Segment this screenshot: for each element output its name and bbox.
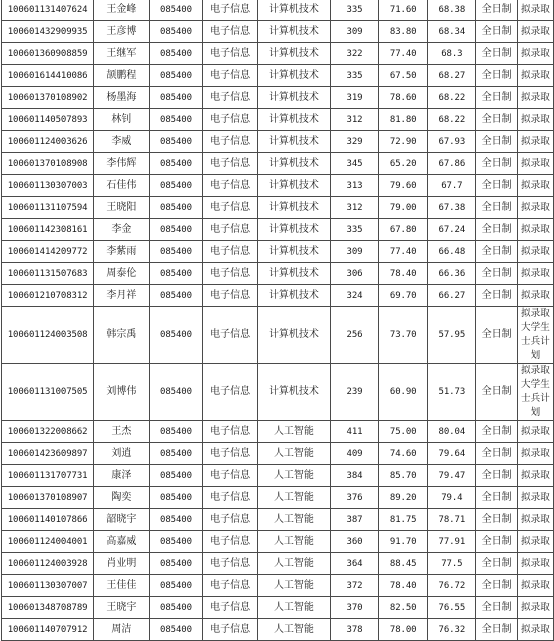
major-category-cell: 电子信息 (203, 263, 257, 285)
name-cell: 王佳佳 (94, 575, 149, 597)
exam-id-cell: 100601140507893 (2, 109, 94, 131)
remark-cell: 拟录取 (517, 531, 553, 553)
study-mode-cell: 全日制 (476, 575, 518, 597)
direction-cell: 人工智能 (257, 597, 330, 619)
initial-score-cell: 324 (331, 285, 379, 307)
direction-cell: 计算机技术 (257, 153, 330, 175)
major-category-cell: 电子信息 (203, 43, 257, 65)
remark-cell: 拟录取大学生士兵计划 (517, 307, 553, 364)
direction-cell: 计算机技术 (257, 65, 330, 87)
total-score-cell: 67.86 (428, 153, 476, 175)
exam-id-cell: 100601130307007 (2, 575, 94, 597)
name-cell: 李金 (94, 219, 149, 241)
major-code-cell: 085400 (149, 619, 203, 641)
study-mode-cell: 全日制 (476, 364, 518, 421)
table-row (2, 21, 554, 43)
study-mode-cell: 全日制 (476, 307, 518, 364)
major-category-cell: 电子信息 (203, 87, 257, 109)
initial-score-cell: 313 (331, 175, 379, 197)
retest-score-cell: 78.60 (379, 87, 428, 109)
initial-score-cell: 312 (331, 109, 379, 131)
major-code-cell: 085400 (149, 307, 203, 364)
retest-score-cell: 89.20 (379, 487, 428, 509)
direction-cell: 计算机技术 (257, 219, 330, 241)
direction-cell: 计算机技术 (257, 285, 330, 307)
major-category-cell: 电子信息 (203, 285, 257, 307)
name-cell: 颉鹏程 (94, 65, 149, 87)
study-mode-cell: 全日制 (476, 131, 518, 153)
study-mode-cell: 全日制 (476, 153, 518, 175)
exam-id-cell: 100601614410086 (2, 65, 94, 87)
name-cell: 石佳伟 (94, 175, 149, 197)
initial-score-cell: 376 (331, 487, 379, 509)
initial-score-cell: 309 (331, 21, 379, 43)
major-code-cell: 085400 (149, 531, 203, 553)
retest-score-cell: 60.90 (379, 364, 428, 421)
major-category-cell: 电子信息 (203, 21, 257, 43)
table-row (2, 65, 554, 87)
name-cell: 杨墨海 (94, 87, 149, 109)
exam-id-cell: 100601322008662 (2, 421, 94, 443)
direction-cell: 计算机技术 (257, 43, 330, 65)
retest-score-cell: 77.40 (379, 241, 428, 263)
direction-cell: 计算机技术 (257, 364, 330, 421)
study-mode-cell: 全日制 (476, 87, 518, 109)
initial-score-cell: 364 (331, 553, 379, 575)
initial-score-cell: 335 (331, 65, 379, 87)
name-cell: 刘逍 (94, 443, 149, 465)
initial-score-cell: 329 (331, 131, 379, 153)
retest-score-cell: 67.80 (379, 219, 428, 241)
retest-score-cell: 78.00 (379, 619, 428, 641)
retest-score-cell: 77.40 (379, 43, 428, 65)
table-row (2, 241, 554, 263)
name-cell: 周洁 (94, 619, 149, 641)
exam-id-cell: 100601348708789 (2, 597, 94, 619)
major-code-cell: 085400 (149, 285, 203, 307)
name-cell: 康泽 (94, 465, 149, 487)
remark-cell: 拟录取 (517, 219, 553, 241)
exam-id-cell: 100601432909935 (2, 21, 94, 43)
table-row (2, 197, 554, 219)
major-code-cell: 085400 (149, 87, 203, 109)
study-mode-cell: 全日制 (476, 197, 518, 219)
major-code-cell: 085400 (149, 509, 203, 531)
study-mode-cell: 全日制 (476, 241, 518, 263)
initial-score-cell: 239 (331, 364, 379, 421)
remark-cell: 拟录取 (517, 443, 553, 465)
table-row (2, 109, 554, 131)
remark-cell: 拟录取 (517, 421, 553, 443)
total-score-cell: 66.27 (428, 285, 476, 307)
initial-score-cell: 372 (331, 575, 379, 597)
retest-score-cell: 73.70 (379, 307, 428, 364)
major-category-cell: 电子信息 (203, 597, 257, 619)
total-score-cell: 68.38 (428, 0, 476, 21)
remark-cell: 拟录取 (517, 487, 553, 509)
remark-cell: 拟录取 (517, 21, 553, 43)
table-row (2, 219, 554, 241)
initial-score-cell: 378 (331, 619, 379, 641)
name-cell: 王晓阳 (94, 197, 149, 219)
remark-cell: 拟录取 (517, 465, 553, 487)
study-mode-cell: 全日制 (476, 597, 518, 619)
remark-cell: 拟录取 (517, 285, 553, 307)
study-mode-cell: 全日制 (476, 285, 518, 307)
initial-score-cell: 370 (331, 597, 379, 619)
exam-id-cell: 100601142308161 (2, 219, 94, 241)
exam-id-cell: 100601360908859 (2, 43, 94, 65)
major-code-cell: 085400 (149, 219, 203, 241)
direction-cell: 人工智能 (257, 465, 330, 487)
study-mode-cell: 全日制 (476, 65, 518, 87)
direction-cell: 人工智能 (257, 509, 330, 531)
retest-score-cell: 85.70 (379, 465, 428, 487)
total-score-cell: 67.7 (428, 175, 476, 197)
major-code-cell: 085400 (149, 153, 203, 175)
direction-cell: 计算机技术 (257, 131, 330, 153)
table-row (2, 421, 554, 443)
exam-id-cell: 100601370108908 (2, 153, 94, 175)
remark-cell: 拟录取大学生士兵计划 (517, 364, 553, 421)
major-category-cell: 电子信息 (203, 531, 257, 553)
major-category-cell: 电子信息 (203, 219, 257, 241)
remark-cell: 拟录取 (517, 87, 553, 109)
retest-score-cell: 69.70 (379, 285, 428, 307)
major-category-cell: 电子信息 (203, 0, 257, 21)
major-code-cell: 085400 (149, 465, 203, 487)
total-score-cell: 66.48 (428, 241, 476, 263)
initial-score-cell: 387 (331, 509, 379, 531)
major-category-cell: 电子信息 (203, 575, 257, 597)
retest-score-cell: 91.70 (379, 531, 428, 553)
study-mode-cell: 全日制 (476, 21, 518, 43)
direction-cell: 计算机技术 (257, 0, 330, 21)
initial-score-cell: 335 (331, 219, 379, 241)
retest-score-cell: 88.45 (379, 553, 428, 575)
table-row (2, 285, 554, 307)
retest-score-cell: 72.90 (379, 131, 428, 153)
admission-table (1, 0, 554, 641)
total-score-cell: 57.95 (428, 307, 476, 364)
exam-id-cell: 100601210708312 (2, 285, 94, 307)
remark-cell: 拟录取 (517, 43, 553, 65)
major-code-cell: 085400 (149, 487, 203, 509)
initial-score-cell: 335 (331, 0, 379, 21)
total-score-cell: 76.32 (428, 619, 476, 641)
name-cell: 肖业明 (94, 553, 149, 575)
remark-cell: 拟录取 (517, 263, 553, 285)
major-code-cell: 085400 (149, 263, 203, 285)
major-category-cell: 电子信息 (203, 509, 257, 531)
exam-id-cell: 100601370108907 (2, 487, 94, 509)
direction-cell: 计算机技术 (257, 87, 330, 109)
initial-score-cell: 411 (331, 421, 379, 443)
major-code-cell: 085400 (149, 65, 203, 87)
initial-score-cell: 409 (331, 443, 379, 465)
name-cell: 陶奕 (94, 487, 149, 509)
study-mode-cell: 全日制 (476, 0, 518, 21)
direction-cell: 人工智能 (257, 619, 330, 641)
total-score-cell: 80.04 (428, 421, 476, 443)
direction-cell: 人工智能 (257, 421, 330, 443)
total-score-cell: 76.55 (428, 597, 476, 619)
table-row (2, 465, 554, 487)
total-score-cell: 77.5 (428, 553, 476, 575)
major-category-cell: 电子信息 (203, 241, 257, 263)
initial-score-cell: 384 (331, 465, 379, 487)
initial-score-cell: 256 (331, 307, 379, 364)
name-cell: 刘博伟 (94, 364, 149, 421)
total-score-cell: 76.72 (428, 575, 476, 597)
study-mode-cell: 全日制 (476, 443, 518, 465)
study-mode-cell: 全日制 (476, 421, 518, 443)
major-code-cell: 085400 (149, 175, 203, 197)
name-cell: 韩宗禹 (94, 307, 149, 364)
table-row (2, 553, 554, 575)
study-mode-cell: 全日制 (476, 509, 518, 531)
direction-cell: 计算机技术 (257, 109, 330, 131)
name-cell: 李月祥 (94, 285, 149, 307)
direction-cell: 人工智能 (257, 443, 330, 465)
retest-score-cell: 79.60 (379, 175, 428, 197)
direction-cell: 人工智能 (257, 487, 330, 509)
exam-id-cell: 100601124003508 (2, 307, 94, 364)
total-score-cell: 67.24 (428, 219, 476, 241)
major-code-cell: 085400 (149, 364, 203, 421)
study-mode-cell: 全日制 (476, 219, 518, 241)
major-category-cell: 电子信息 (203, 465, 257, 487)
total-score-cell: 79.47 (428, 465, 476, 487)
major-code-cell: 085400 (149, 197, 203, 219)
direction-cell: 计算机技术 (257, 197, 330, 219)
name-cell: 李威 (94, 131, 149, 153)
remark-cell: 拟录取 (517, 241, 553, 263)
total-score-cell: 68.34 (428, 21, 476, 43)
direction-cell: 人工智能 (257, 575, 330, 597)
initial-score-cell: 306 (331, 263, 379, 285)
name-cell: 林钊 (94, 109, 149, 131)
initial-score-cell: 319 (331, 87, 379, 109)
exam-id-cell: 100601124004001 (2, 531, 94, 553)
table-row (2, 0, 554, 21)
study-mode-cell: 全日制 (476, 109, 518, 131)
exam-id-cell: 100601370108902 (2, 87, 94, 109)
major-code-cell: 085400 (149, 597, 203, 619)
total-score-cell: 68.22 (428, 87, 476, 109)
name-cell: 李紫雨 (94, 241, 149, 263)
direction-cell: 计算机技术 (257, 21, 330, 43)
table-row (2, 175, 554, 197)
retest-score-cell: 82.50 (379, 597, 428, 619)
remark-cell: 拟录取 (517, 175, 553, 197)
total-score-cell: 78.71 (428, 509, 476, 531)
study-mode-cell: 全日制 (476, 619, 518, 641)
retest-score-cell: 78.40 (379, 575, 428, 597)
exam-id-cell: 100601124003928 (2, 553, 94, 575)
retest-score-cell: 81.80 (379, 109, 428, 131)
table-row (2, 43, 554, 65)
table-row (2, 443, 554, 465)
table-row (2, 364, 554, 421)
total-score-cell: 68.27 (428, 65, 476, 87)
direction-cell: 人工智能 (257, 553, 330, 575)
major-category-cell: 电子信息 (203, 131, 257, 153)
remark-cell: 拟录取 (517, 65, 553, 87)
initial-score-cell: 309 (331, 241, 379, 263)
major-category-cell: 电子信息 (203, 364, 257, 421)
direction-cell: 计算机技术 (257, 307, 330, 364)
major-code-cell: 085400 (149, 443, 203, 465)
total-score-cell: 66.36 (428, 263, 476, 285)
retest-score-cell: 67.50 (379, 65, 428, 87)
retest-score-cell: 74.60 (379, 443, 428, 465)
remark-cell: 拟录取 (517, 509, 553, 531)
major-code-cell: 085400 (149, 241, 203, 263)
exam-id-cell: 100601131407624 (2, 0, 94, 21)
table-row (2, 619, 554, 641)
major-code-cell: 085400 (149, 553, 203, 575)
retest-score-cell: 79.00 (379, 197, 428, 219)
remark-cell: 拟录取 (517, 619, 553, 641)
table-row (2, 263, 554, 285)
table-row (2, 131, 554, 153)
retest-score-cell: 71.60 (379, 0, 428, 21)
total-score-cell: 79.64 (428, 443, 476, 465)
remark-cell: 拟录取 (517, 0, 553, 21)
remark-cell: 拟录取 (517, 131, 553, 153)
retest-score-cell: 81.75 (379, 509, 428, 531)
remark-cell: 拟录取 (517, 597, 553, 619)
major-code-cell: 085400 (149, 421, 203, 443)
major-code-cell: 085400 (149, 109, 203, 131)
name-cell: 韶晓宇 (94, 509, 149, 531)
table-row (2, 87, 554, 109)
direction-cell: 计算机技术 (257, 175, 330, 197)
exam-id-cell: 100601423609897 (2, 443, 94, 465)
name-cell: 王杰 (94, 421, 149, 443)
remark-cell: 拟录取 (517, 553, 553, 575)
study-mode-cell: 全日制 (476, 43, 518, 65)
major-code-cell: 085400 (149, 43, 203, 65)
exam-id-cell: 100601131007505 (2, 364, 94, 421)
exam-id-cell: 100601131707731 (2, 465, 94, 487)
table-row (2, 597, 554, 619)
initial-score-cell: 360 (331, 531, 379, 553)
major-code-cell: 085400 (149, 21, 203, 43)
direction-cell: 计算机技术 (257, 263, 330, 285)
major-code-cell: 085400 (149, 575, 203, 597)
table-row (2, 153, 554, 175)
study-mode-cell: 全日制 (476, 465, 518, 487)
major-category-cell: 电子信息 (203, 175, 257, 197)
retest-score-cell: 83.80 (379, 21, 428, 43)
exam-id-cell: 100601414209772 (2, 241, 94, 263)
major-category-cell: 电子信息 (203, 421, 257, 443)
direction-cell: 人工智能 (257, 531, 330, 553)
study-mode-cell: 全日制 (476, 175, 518, 197)
major-category-cell: 电子信息 (203, 553, 257, 575)
retest-score-cell: 75.00 (379, 421, 428, 443)
remark-cell: 拟录取 (517, 575, 553, 597)
name-cell: 王继军 (94, 43, 149, 65)
major-category-cell: 电子信息 (203, 109, 257, 131)
exam-id-cell: 100601124003626 (2, 131, 94, 153)
exam-id-cell: 100601140707912 (2, 619, 94, 641)
total-score-cell: 68.3 (428, 43, 476, 65)
total-score-cell: 68.22 (428, 109, 476, 131)
total-score-cell: 67.38 (428, 197, 476, 219)
initial-score-cell: 312 (331, 197, 379, 219)
exam-id-cell: 100601131507683 (2, 263, 94, 285)
table-row (2, 531, 554, 553)
total-score-cell: 51.73 (428, 364, 476, 421)
major-category-cell: 电子信息 (203, 307, 257, 364)
major-category-cell: 电子信息 (203, 443, 257, 465)
retest-score-cell: 78.40 (379, 263, 428, 285)
name-cell: 王晓宇 (94, 597, 149, 619)
major-category-cell: 电子信息 (203, 619, 257, 641)
direction-cell: 计算机技术 (257, 241, 330, 263)
major-code-cell: 085400 (149, 131, 203, 153)
exam-id-cell: 100601130307003 (2, 175, 94, 197)
major-category-cell: 电子信息 (203, 197, 257, 219)
study-mode-cell: 全日制 (476, 263, 518, 285)
study-mode-cell: 全日制 (476, 553, 518, 575)
remark-cell: 拟录取 (517, 109, 553, 131)
name-cell: 李伟辉 (94, 153, 149, 175)
remark-cell: 拟录取 (517, 153, 553, 175)
admission-table-body (2, 0, 554, 641)
exam-id-cell: 100601131107594 (2, 197, 94, 219)
table-row (2, 487, 554, 509)
remark-cell: 拟录取 (517, 197, 553, 219)
initial-score-cell: 345 (331, 153, 379, 175)
name-cell: 王彦博 (94, 21, 149, 43)
total-score-cell: 79.4 (428, 487, 476, 509)
table-row (2, 307, 554, 364)
name-cell: 王金峰 (94, 0, 149, 21)
major-category-cell: 电子信息 (203, 65, 257, 87)
retest-score-cell: 65.20 (379, 153, 428, 175)
name-cell: 高嘉威 (94, 531, 149, 553)
table-row (2, 509, 554, 531)
total-score-cell: 77.91 (428, 531, 476, 553)
major-category-cell: 电子信息 (203, 487, 257, 509)
initial-score-cell: 322 (331, 43, 379, 65)
name-cell: 周泰伦 (94, 263, 149, 285)
study-mode-cell: 全日制 (476, 487, 518, 509)
major-category-cell: 电子信息 (203, 153, 257, 175)
major-code-cell: 085400 (149, 0, 203, 21)
exam-id-cell: 100601140107866 (2, 509, 94, 531)
total-score-cell: 67.93 (428, 131, 476, 153)
study-mode-cell: 全日制 (476, 531, 518, 553)
